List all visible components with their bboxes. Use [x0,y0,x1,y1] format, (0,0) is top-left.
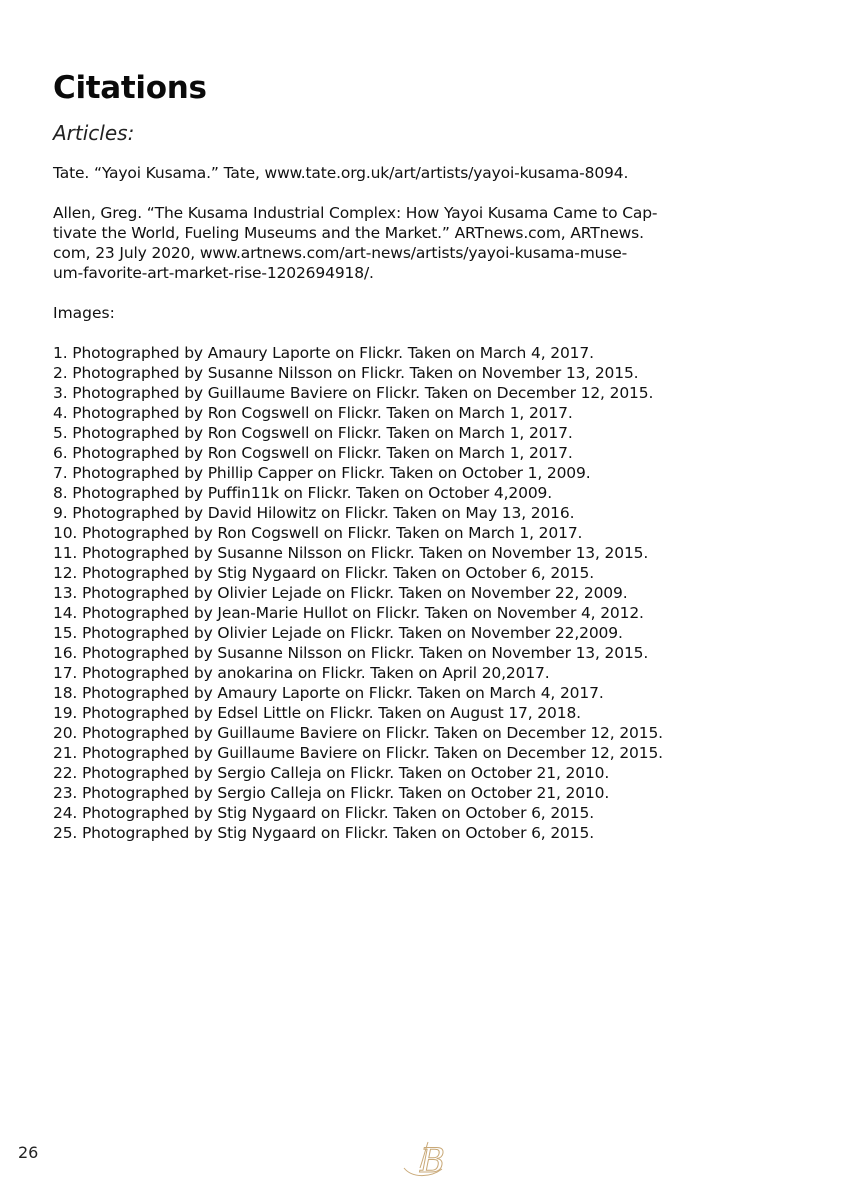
citation-line: tivate the World, Fueling Museums and the Market.” ARTnews.com, ARTnews. [53,224,644,242]
images-heading: Images: [53,304,115,322]
page-title: Citations [53,70,207,106]
articles-heading: Articles: [53,121,135,145]
image-credit-item: 17. Photographed by anokarina on Flickr. Taken on April 20,2017. [53,664,550,682]
spacer [53,183,693,203]
image-credit-item: 21. Photographed by Guillaume Baviere on Flickr. Taken on December 12, 2015. [53,744,663,762]
image-credit-item: 8. Photographed by Puffin11k on Flickr. Taken on October 4,2009. [53,484,553,502]
image-credit-item: 7. Photographed by Phillip Capper on Flickr. Taken on October 1, 2009. [53,464,591,482]
image-credit-item: 12. Photographed by Stig Nygaard on Flickr. Taken on October 6, 2015. [53,564,594,582]
image-credit-item: 5. Photographed by Ron Cogswell on Flickr. Taken on March 1, 2017. [53,424,573,442]
image-credit-item: 19. Photographed by Edsel Little on Flickr. Taken on August 17, 2018. [53,704,581,722]
logo-letter: B [420,1141,445,1181]
image-credit-item: 24. Photographed by Stig Nygaard on Flickr. Taken on October 6, 2015. [53,804,594,822]
image-credit-item: 25. Photographed by Stig Nygaard on Flickr. Taken on October 6, 2015. [53,824,594,842]
image-credit-item: 13. Photographed by Olivier Lejade on Flickr. Taken on November 22, 2009. [53,584,628,602]
image-credit-item: 6. Photographed by Ron Cogswell on Flickr. Taken on March 1, 2017. [53,444,573,462]
image-credit-item: 9. Photographed by David Hilowitz on Flickr. Taken on May 13, 2016. [53,504,575,522]
image-credit-item: 2. Photographed by Susanne Nilsson on Flickr. Taken on November 13, 2015. [53,364,639,382]
article-citation-1 [53,163,693,183]
image-credit-item: 4. Photographed by Ron Cogswell on Flickr. Taken on March 1, 2017. [53,404,573,422]
image-credit-item: 14. Photographed by Jean-Marie Hullot on Flickr. Taken on November 4, 2012. [53,604,644,622]
image-credit-item: 10. Photographed by Ron Cogswell on Flickr. Taken on March 1, 2017. [53,524,583,542]
articles-list [53,163,693,283]
image-credit-item: 16. Photographed by Susanne Nilsson on Flickr. Taken on November 13, 2015. [53,644,649,662]
image-credit-item: 22. Photographed by Sergio Calleja on Flickr. Taken on October 21, 2010. [53,764,610,782]
citation-line: Allen, Greg. “The Kusama Industrial Complex: How Yayoi Kusama Came to Cap- [53,204,658,222]
image-credit-item: 11. Photographed by Susanne Nilsson on Flickr. Taken on November 13, 2015. [53,544,649,562]
image-credit-item: 23. Photographed by Sergio Calleja on Flickr. Taken on October 21, 2010. [53,784,610,802]
article-citation-2 [53,203,693,283]
citation-line: com, 23 July 2020, www.artnews.com/art-news/artists/yayoi-kusama-muse- [53,244,628,262]
page-number: 26 [18,1143,39,1162]
image-credit-item: 15. Photographed by Olivier Lejade on Flickr. Taken on November 22,2009. [53,624,623,642]
publisher-logo-icon [400,1138,466,1184]
citation-line: Tate. “Yayoi Kusama.” Tate, www.tate.org.uk/art/artists/yayoi-kusama-8094. [53,164,629,182]
image-credit-item: 20. Photographed by Guillaume Baviere on Flickr. Taken on December 12, 2015. [53,724,663,742]
citation-line: um-favorite-art-market-rise-1202694918/. [53,264,374,282]
image-credit-item: 1. Photographed by Amaury Laporte on Flickr. Taken on March 4, 2017. [53,344,594,362]
image-credit-item: 18. Photographed by Amaury Laporte on Flickr. Taken on March 4, 2017. [53,684,604,702]
image-credit-item: 3. Photographed by Guillaume Baviere on Flickr. Taken on December 12, 2015. [53,384,654,402]
image-credits-list [53,343,663,843]
